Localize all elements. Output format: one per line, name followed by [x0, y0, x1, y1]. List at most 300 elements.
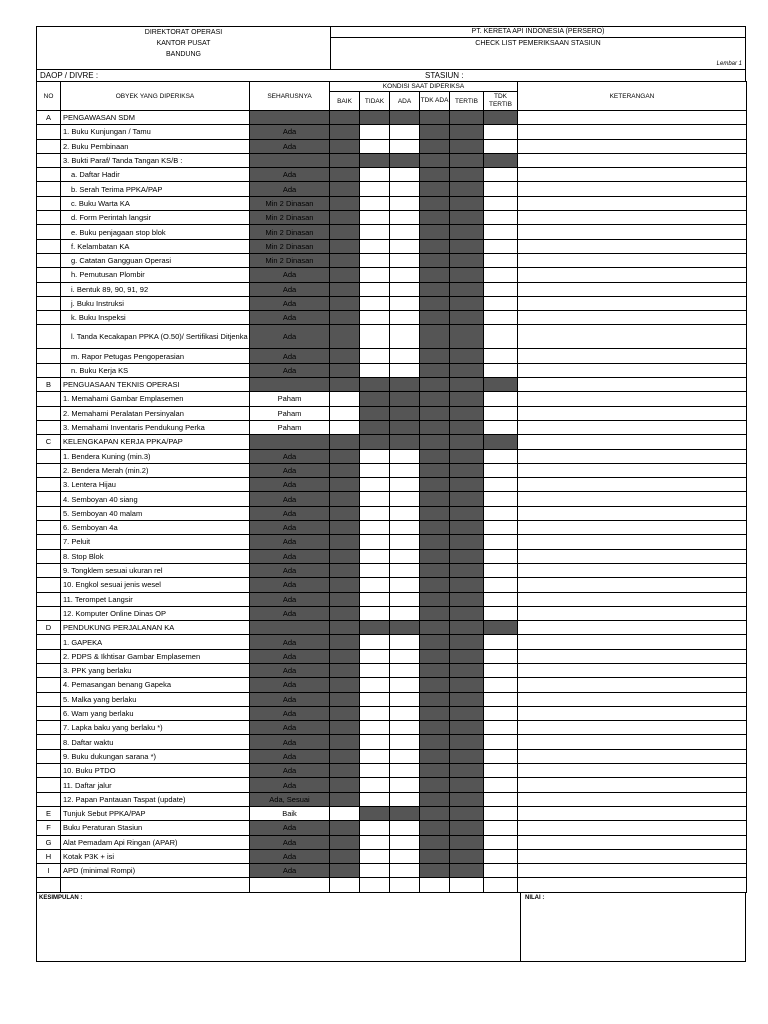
table-row	[37, 268, 747, 282]
cell-tdk-tertib[interactable]	[484, 211, 518, 225]
cell-tdk-tertib[interactable]	[484, 635, 518, 649]
cell-ada[interactable]	[390, 792, 420, 806]
row-seharusnya: Ada	[250, 778, 330, 792]
cell-keterangan[interactable]	[518, 764, 747, 778]
row-object: 1. GAPEKA	[61, 635, 250, 649]
cell-ada[interactable]	[390, 449, 420, 463]
row-number	[37, 663, 61, 677]
cell-baik	[330, 363, 360, 377]
cell-tdk-tertib[interactable]	[484, 325, 518, 349]
table-row	[37, 196, 747, 210]
cell-ada[interactable]	[390, 692, 420, 706]
cell-tdk-ada	[420, 153, 450, 167]
cell-ada[interactable]	[390, 864, 420, 878]
cell-ada[interactable]	[390, 821, 420, 835]
cell-keterangan[interactable]	[518, 492, 747, 506]
cell-tidak[interactable]	[360, 849, 390, 863]
cell-ada[interactable]	[390, 706, 420, 720]
cell-tidak[interactable]	[360, 349, 390, 363]
cell-tertib	[450, 635, 484, 649]
row-seharusnya: Ada	[250, 363, 330, 377]
cell-keterangan[interactable]	[518, 835, 747, 849]
cell-tdk-tertib[interactable]	[484, 392, 518, 406]
row-number	[37, 635, 61, 649]
row-seharusnya: Ada	[250, 182, 330, 196]
cell-tdk-tertib[interactable]	[484, 239, 518, 253]
table-row	[37, 663, 747, 677]
row-number	[37, 125, 61, 139]
cell-ada[interactable]	[390, 506, 420, 520]
cell-ada[interactable]	[390, 649, 420, 663]
cell-baik	[330, 492, 360, 506]
cell-ada[interactable]	[390, 749, 420, 763]
cell-tdk-tertib[interactable]	[484, 282, 518, 296]
kesimpulan-box[interactable]	[37, 893, 521, 961]
cell-ada[interactable]	[390, 463, 420, 477]
cell-ada[interactable]	[390, 196, 420, 210]
cell-tidak[interactable]	[360, 325, 390, 349]
cell-keterangan[interactable]	[518, 878, 747, 892]
cell-tidak[interactable]	[360, 311, 390, 325]
cell-keterangan[interactable]	[518, 635, 747, 649]
cell-keterangan[interactable]	[518, 311, 747, 325]
cell-tdk-tertib[interactable]	[484, 649, 518, 663]
cell-keterangan[interactable]	[518, 606, 747, 620]
cell-tdk-ada	[420, 311, 450, 325]
cell-tidak[interactable]	[360, 521, 390, 535]
cell-ada[interactable]	[390, 325, 420, 349]
cell-tdk-ada	[420, 492, 450, 506]
cell-baik	[330, 621, 360, 635]
cell-keterangan[interactable]	[518, 592, 747, 606]
cell-tdk-tertib[interactable]	[484, 578, 518, 592]
table-row	[37, 282, 747, 296]
cell-tdk-tertib[interactable]	[484, 692, 518, 706]
station-info-row	[36, 69, 746, 81]
row-number: F	[37, 821, 61, 835]
row-number	[37, 268, 61, 282]
row-seharusnya: Ada	[250, 835, 330, 849]
cell-tdk-tertib[interactable]	[484, 821, 518, 835]
cell-keterangan[interactable]	[518, 463, 747, 477]
cell-keterangan[interactable]	[518, 778, 747, 792]
cell-ada[interactable]	[390, 363, 420, 377]
table-row	[37, 420, 747, 434]
cell-tertib	[450, 153, 484, 167]
cell-keterangan[interactable]	[518, 349, 747, 363]
cell-baik	[330, 864, 360, 878]
cell-keterangan[interactable]	[518, 706, 747, 720]
cell-tdk-tertib[interactable]	[484, 764, 518, 778]
cell-tdk-tertib[interactable]	[484, 735, 518, 749]
cell-ada[interactable]	[390, 735, 420, 749]
cell-tidak[interactable]	[360, 182, 390, 196]
cell-baik	[330, 153, 360, 167]
cell-tertib	[450, 420, 484, 434]
row-number	[37, 296, 61, 310]
cell-baik[interactable]	[330, 806, 360, 820]
cell-tdk-tertib[interactable]	[484, 549, 518, 563]
row-object: 11. Terompet Langsir	[61, 592, 250, 606]
table-row	[37, 139, 747, 153]
cell-ada[interactable]	[390, 349, 420, 363]
cell-tertib	[450, 621, 484, 635]
cell-ada[interactable]	[390, 592, 420, 606]
cell-keterangan[interactable]	[518, 678, 747, 692]
cell-tdk-tertib[interactable]	[484, 678, 518, 692]
cell-ada[interactable]	[390, 535, 420, 549]
cell-tidak[interactable]	[360, 649, 390, 663]
cell-ada[interactable]	[390, 268, 420, 282]
cell-baik	[330, 692, 360, 706]
table-row	[37, 449, 747, 463]
cell-tidak[interactable]	[360, 764, 390, 778]
cell-keterangan[interactable]	[518, 864, 747, 878]
cell-keterangan[interactable]	[518, 168, 747, 182]
cell-tidak[interactable]	[360, 196, 390, 210]
cell-tdk-tertib[interactable]	[484, 125, 518, 139]
cell-ada	[390, 406, 420, 420]
cell-keterangan[interactable]	[518, 196, 747, 210]
row-object	[61, 878, 250, 892]
cell-ada[interactable]	[390, 253, 420, 267]
cell-tertib[interactable]	[450, 878, 484, 892]
cell-tdk-tertib[interactable]	[484, 420, 518, 434]
cell-keterangan[interactable]	[518, 378, 747, 392]
cell-tdk-tertib[interactable]	[484, 363, 518, 377]
cell-ada[interactable]	[390, 282, 420, 296]
cell-tidak	[360, 435, 390, 449]
cell-ada[interactable]	[390, 478, 420, 492]
cell-ada[interactable]	[390, 125, 420, 139]
cell-tidak[interactable]	[360, 678, 390, 692]
cell-tidak[interactable]	[360, 821, 390, 835]
cell-keterangan[interactable]	[518, 663, 747, 677]
cell-ada[interactable]	[390, 663, 420, 677]
cell-tidak[interactable]	[360, 549, 390, 563]
cell-tdk-tertib[interactable]	[484, 478, 518, 492]
cell-tidak[interactable]	[360, 296, 390, 310]
cell-ada[interactable]	[390, 225, 420, 239]
cell-tertib	[450, 806, 484, 820]
table-row	[37, 311, 747, 325]
cell-tdk-ada	[420, 111, 450, 125]
cell-baik	[330, 535, 360, 549]
cell-tdk-ada	[420, 606, 450, 620]
cell-tdk-tertib[interactable]	[484, 449, 518, 463]
cell-keterangan[interactable]	[518, 549, 747, 563]
cell-tidak[interactable]	[360, 749, 390, 763]
cell-baik	[330, 111, 360, 125]
cell-tidak[interactable]	[360, 225, 390, 239]
row-number	[37, 878, 61, 892]
cell-keterangan[interactable]	[518, 111, 747, 125]
cell-tdk-tertib[interactable]	[484, 168, 518, 182]
cell-ada[interactable]	[390, 211, 420, 225]
cell-keterangan[interactable]	[518, 363, 747, 377]
cell-tdk-tertib[interactable]	[484, 535, 518, 549]
cell-tidak[interactable]	[360, 663, 390, 677]
cell-tdk-tertib[interactable]	[484, 182, 518, 196]
cell-tidak[interactable]	[360, 478, 390, 492]
row-seharusnya: Ada	[250, 168, 330, 182]
cell-keterangan[interactable]	[518, 325, 747, 349]
cell-keterangan[interactable]	[518, 449, 747, 463]
cell-ada[interactable]	[390, 296, 420, 310]
cell-tdk-ada	[420, 706, 450, 720]
nilai-label: NILAI :	[525, 894, 545, 901]
cell-keterangan[interactable]	[518, 296, 747, 310]
cell-tidak[interactable]	[360, 735, 390, 749]
cell-ada[interactable]	[390, 311, 420, 325]
cell-tdk-tertib[interactable]	[484, 878, 518, 892]
cell-keterangan[interactable]	[518, 225, 747, 239]
cell-tdk-tertib[interactable]	[484, 592, 518, 606]
cell-tidak[interactable]	[360, 592, 390, 606]
cell-tdk-tertib[interactable]	[484, 521, 518, 535]
cell-keterangan[interactable]	[518, 821, 747, 835]
row-seharusnya: Ada	[250, 706, 330, 720]
cell-tdk-tertib[interactable]	[484, 864, 518, 878]
cell-tidak[interactable]	[360, 721, 390, 735]
cell-tidak	[360, 621, 390, 635]
cell-ada[interactable]	[390, 563, 420, 577]
cell-tidak[interactable]	[360, 268, 390, 282]
cell-ada[interactable]	[390, 182, 420, 196]
cell-keterangan[interactable]	[518, 735, 747, 749]
cell-keterangan[interactable]	[518, 392, 747, 406]
cell-ada[interactable]	[390, 239, 420, 253]
cell-tdk-ada	[420, 735, 450, 749]
row-object: 2. PDPS & Ikhtisar Gambar Emplasemen	[61, 649, 250, 663]
cell-tdk-ada	[420, 139, 450, 153]
cell-tidak[interactable]	[360, 492, 390, 506]
cell-tdk-tertib[interactable]	[484, 253, 518, 267]
cell-tdk-ada	[420, 678, 450, 692]
cell-tdk-tertib[interactable]	[484, 849, 518, 863]
cell-tidak[interactable]	[360, 864, 390, 878]
cell-tertib	[450, 563, 484, 577]
cell-tidak[interactable]	[360, 878, 390, 892]
cell-tidak[interactable]	[360, 253, 390, 267]
cell-keterangan[interactable]	[518, 153, 747, 167]
cell-tertib	[450, 706, 484, 720]
cell-ada[interactable]	[390, 878, 420, 892]
cell-tdk-tertib[interactable]	[484, 406, 518, 420]
table-row	[37, 506, 747, 520]
cell-baik[interactable]	[330, 420, 360, 434]
cell-tertib	[450, 325, 484, 349]
cell-ada[interactable]	[390, 521, 420, 535]
cell-tidak[interactable]	[360, 463, 390, 477]
cell-keterangan[interactable]	[518, 139, 747, 153]
cell-ada[interactable]	[390, 578, 420, 592]
row-seharusnya: Ada	[250, 821, 330, 835]
cell-tidak[interactable]	[360, 125, 390, 139]
row-number	[37, 764, 61, 778]
cell-baik	[330, 821, 360, 835]
cell-tertib	[450, 821, 484, 835]
cell-tdk-tertib[interactable]	[484, 311, 518, 325]
cell-tidak[interactable]	[360, 139, 390, 153]
row-number	[37, 349, 61, 363]
row-seharusnya: Ada	[250, 749, 330, 763]
cell-tdk-tertib[interactable]	[484, 778, 518, 792]
cell-tidak[interactable]	[360, 282, 390, 296]
cell-ada[interactable]	[390, 549, 420, 563]
cell-keterangan[interactable]	[518, 478, 747, 492]
row-number	[37, 606, 61, 620]
cell-ada[interactable]	[390, 721, 420, 735]
cell-ada[interactable]	[390, 606, 420, 620]
cell-tidak[interactable]	[360, 635, 390, 649]
cell-tdk-tertib[interactable]	[484, 225, 518, 239]
cell-tidak[interactable]	[360, 692, 390, 706]
row-number	[37, 392, 61, 406]
cell-ada[interactable]	[390, 139, 420, 153]
cell-keterangan[interactable]	[518, 182, 747, 196]
cell-keterangan[interactable]	[518, 849, 747, 863]
cell-tdk-tertib[interactable]	[484, 806, 518, 820]
cell-tertib	[450, 549, 484, 563]
cell-tdk-ada[interactable]	[420, 878, 450, 892]
cell-tdk-tertib[interactable]	[484, 506, 518, 520]
cell-tdk-ada	[420, 392, 450, 406]
cell-tidak[interactable]	[360, 506, 390, 520]
cell-tertib	[450, 296, 484, 310]
stasiun-label: STASIUN :	[425, 71, 464, 80]
cell-tdk-ada	[420, 721, 450, 735]
cell-tertib	[450, 282, 484, 296]
cell-keterangan[interactable]	[518, 578, 747, 592]
cell-ada[interactable]	[390, 492, 420, 506]
cell-tdk-tertib[interactable]	[484, 706, 518, 720]
cell-tdk-tertib[interactable]	[484, 349, 518, 363]
cell-tdk-tertib[interactable]	[484, 463, 518, 477]
cell-ada[interactable]	[390, 168, 420, 182]
row-object: 9. Tongklem sesuai ukuran rel	[61, 563, 250, 577]
cell-keterangan[interactable]	[518, 792, 747, 806]
cell-tdk-tertib[interactable]	[484, 792, 518, 806]
cell-tidak[interactable]	[360, 606, 390, 620]
row-seharusnya: Ada	[250, 563, 330, 577]
row-seharusnya: Ada	[250, 478, 330, 492]
cell-keterangan[interactable]	[518, 406, 747, 420]
cell-ada	[390, 392, 420, 406]
cell-ada[interactable]	[390, 835, 420, 849]
row-number	[37, 749, 61, 763]
cell-tdk-tertib[interactable]	[484, 749, 518, 763]
cell-keterangan[interactable]	[518, 806, 747, 820]
cell-tidak[interactable]	[360, 449, 390, 463]
row-number	[37, 492, 61, 506]
cell-tidak[interactable]	[360, 563, 390, 577]
cell-tertib	[450, 392, 484, 406]
cell-keterangan[interactable]	[518, 239, 747, 253]
cell-tidak[interactable]	[360, 578, 390, 592]
cell-keterangan[interactable]	[518, 521, 747, 535]
checklist-rows	[37, 111, 747, 893]
cell-tdk-tertib[interactable]	[484, 196, 518, 210]
cell-keterangan[interactable]	[518, 253, 747, 267]
cell-keterangan[interactable]	[518, 282, 747, 296]
cell-tdk-tertib[interactable]	[484, 663, 518, 677]
cell-tidak[interactable]	[360, 363, 390, 377]
cell-keterangan[interactable]	[518, 649, 747, 663]
cell-keterangan[interactable]	[518, 435, 747, 449]
cell-keterangan[interactable]	[518, 721, 747, 735]
col-tdk-ada: TDK ADA	[420, 92, 450, 111]
row-number	[37, 225, 61, 239]
cell-tdk-tertib[interactable]	[484, 268, 518, 282]
table-row	[37, 153, 747, 167]
cell-keterangan[interactable]	[518, 420, 747, 434]
cell-tidak[interactable]	[360, 778, 390, 792]
cell-tidak[interactable]	[360, 535, 390, 549]
cell-tdk-tertib[interactable]	[484, 492, 518, 506]
row-seharusnya: Min 2 Dinasan	[250, 253, 330, 267]
cell-keterangan[interactable]	[518, 563, 747, 577]
cell-tdk-ada	[420, 378, 450, 392]
cell-baik	[330, 678, 360, 692]
cell-ada[interactable]	[390, 635, 420, 649]
cell-tdk-tertib[interactable]	[484, 563, 518, 577]
cell-keterangan[interactable]	[518, 268, 747, 282]
row-number	[37, 592, 61, 606]
cell-keterangan[interactable]	[518, 692, 747, 706]
cell-tidak[interactable]	[360, 239, 390, 253]
cell-ada[interactable]	[390, 764, 420, 778]
cell-keterangan[interactable]	[518, 535, 747, 549]
cell-baik[interactable]	[330, 406, 360, 420]
cell-tidak[interactable]	[360, 792, 390, 806]
cell-tdk-tertib[interactable]	[484, 606, 518, 620]
cell-tidak[interactable]	[360, 168, 390, 182]
cell-keterangan[interactable]	[518, 749, 747, 763]
cell-ada[interactable]	[390, 778, 420, 792]
row-number	[37, 311, 61, 325]
cell-keterangan[interactable]	[518, 125, 747, 139]
cell-tdk-tertib[interactable]	[484, 721, 518, 735]
row-object: 1. Bendera Kuning (min.3)	[61, 449, 250, 463]
row-number	[37, 549, 61, 563]
cell-keterangan[interactable]	[518, 211, 747, 225]
row-number: C	[37, 435, 61, 449]
cell-baik[interactable]	[330, 878, 360, 892]
cell-tidak[interactable]	[360, 835, 390, 849]
cell-tdk-tertib[interactable]	[484, 139, 518, 153]
row-number	[37, 463, 61, 477]
cell-baik	[330, 296, 360, 310]
cell-tidak[interactable]	[360, 706, 390, 720]
cell-ada	[390, 435, 420, 449]
cell-tdk-tertib[interactable]	[484, 296, 518, 310]
cell-ada[interactable]	[390, 849, 420, 863]
cell-baik[interactable]	[330, 392, 360, 406]
cell-tdk-tertib[interactable]	[484, 835, 518, 849]
row-number	[37, 478, 61, 492]
cell-tdk-ada	[420, 621, 450, 635]
cell-baik	[330, 325, 360, 349]
table-row	[37, 692, 747, 706]
cell-tidak[interactable]	[360, 211, 390, 225]
cell-tdk-ada	[420, 592, 450, 606]
table-row	[37, 325, 747, 349]
cell-keterangan[interactable]	[518, 621, 747, 635]
cell-ada[interactable]	[390, 678, 420, 692]
cell-keterangan[interactable]	[518, 506, 747, 520]
table-row	[37, 621, 747, 635]
